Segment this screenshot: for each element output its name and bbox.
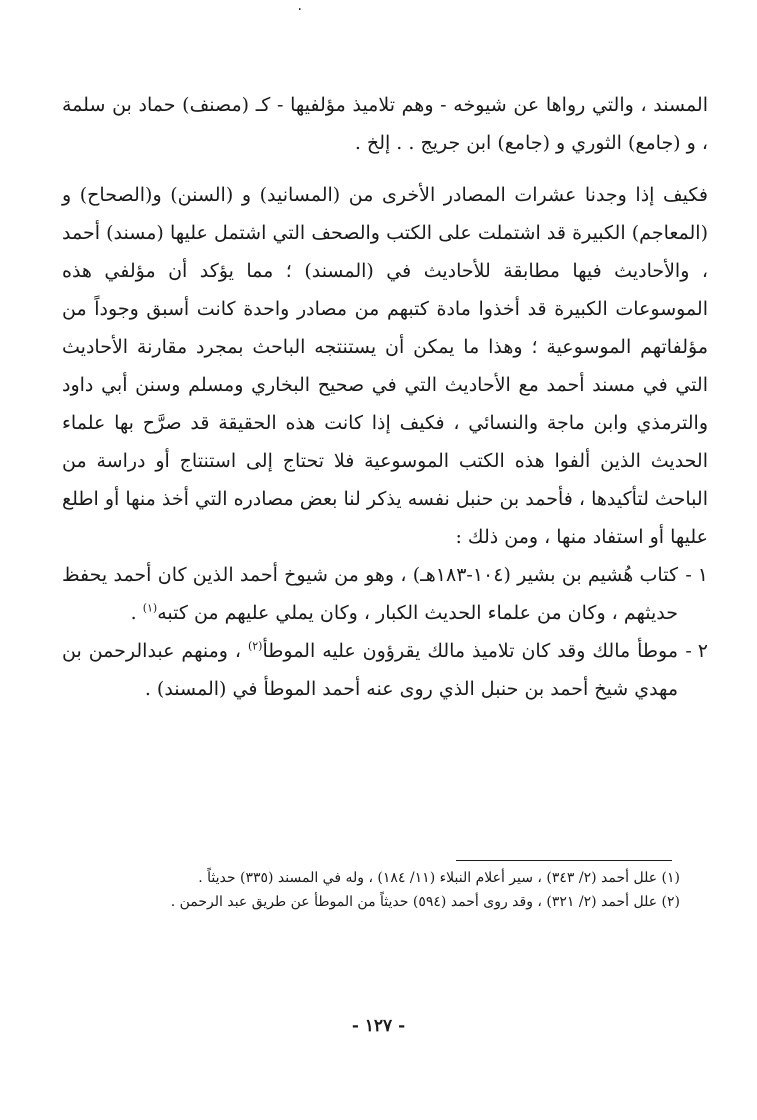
footnote-ref-2[interactable]: (٢) xyxy=(247,639,263,653)
list-item-2 xyxy=(62,632,708,708)
footnote-separator xyxy=(456,860,672,861)
list-item-text-continued: ، ومنهم عبدالرحمن بن مهدي شيخ أحمد بن حنبل الذي روى عنه أحمد الموطأ في (المسند) . xyxy=(62,640,678,700)
footnotes xyxy=(100,866,680,914)
paragraph-1: المسند ، والتي رواها عن شيوخه - وهم تلاميذ مؤلفيها - كـ (مصنف) حماد بن سلمة ، و (جامع) الثوري و (جامع) ابن جريج . . إلخ . xyxy=(62,94,708,154)
list-item-text: موطأ مالك وقد كان تلاميذ مالك يقرؤون عليه الموطأ xyxy=(262,640,679,662)
list-item-number: ٢ - xyxy=(685,640,708,662)
top-mark: ٠ xyxy=(296,1,304,17)
list-item-number: ١ - xyxy=(685,564,708,586)
main-text xyxy=(62,86,708,708)
footnote-ref-1[interactable]: (١) xyxy=(142,601,158,615)
footnote-1: (١) علل أحمد (٢/ ٣٤٣) ، سير أعلام النبلاء (١١/ ١٨٤) ، وله في المسند (٣٣٥) حديثاً . xyxy=(198,870,680,886)
page-number: - ١٢٧ - xyxy=(351,1016,406,1036)
list-item-text: كتاب هُشيم بن بشير (١٠٤-١٨٣هـ) ، وهو من شيوخ أحمد الذين كان أحمد يحفظ حديثهم ، وكان من علماء الحديث الكبار ، وكان يملي عليهم من كتبه xyxy=(62,564,678,624)
list-item-end: . xyxy=(130,602,143,624)
list-item-1 xyxy=(62,556,708,632)
footnote-2: (٢) علل أحمد (٢/ ٣٢١) ، وقد روى أحمد (٥٩٤) حديثاً من الموطأ عن طريق عبد الرحمن . xyxy=(170,894,680,910)
paragraph-2: فكيف إذا وجدنا عشرات المصادر الأخرى من (المسانيد) و (السنن) و(الصحاح) و (المعاجم) الكبيرة قد اشتملت على الكتب والصحف التي اشتمل عليها (مسند) أحمد ، والأحاديث فيها مطابقة للأحاديث في (المسند) ؛ مما يؤكد أن مؤلفي هذه الموسوعات الكبيرة قد أخذوا مادة كتبهم من مصادر واحدة كانت أسبق وجوداً من مؤلفاتهم الموسوعية ؛ وهذا ما يمكن أن يستنتجه الباحث بمجرد مقارنة الأحاديث التي في مسند أحمد مع الأحاديث التي في صحيح البخاري ومسلم وسنن أبي داود والترمذي وابن ماجة والنسائي ، فكيف إذا كانت هذه الحقيقة قد صرَّح بها علماء الحديث الذين ألفوا هذه الكتب الموسوعية فلا تحتاج إلى استنتاج أو دراسة من الباحث لتأكيدها ، فأحمد بن حنبل نفسه يذكر لنا بعض مصادره التي أخذ منها أو اطلع عليها أو استفاد منها ، ومن ذلك : xyxy=(62,184,708,548)
